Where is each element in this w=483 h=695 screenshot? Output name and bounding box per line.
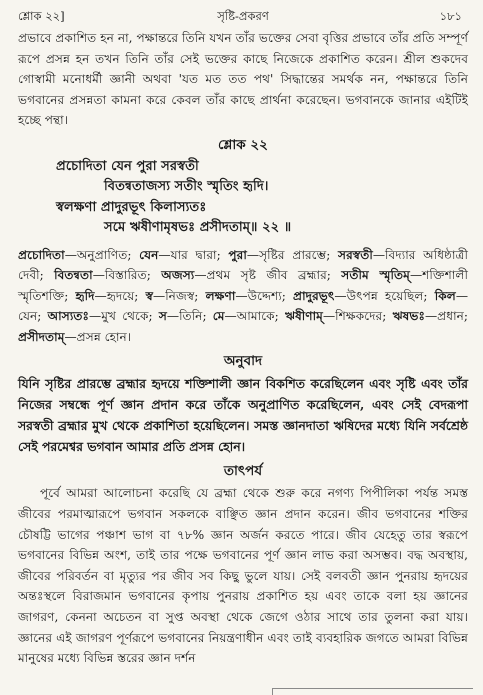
header-verse-ref: শ্লোক ২২] (18, 9, 65, 23)
synonym-meaning: —অনুপ্রাণিত; (64, 247, 140, 262)
synonym-word: আস্যতঃ (47, 309, 90, 324)
synonym-word: সতীম স্মৃতিম্ (341, 268, 410, 283)
synonym-word: কিল (434, 288, 456, 303)
synonym-meaning: —বিদ্যার অধিষ্ঠাত্রী দেবী; (18, 247, 468, 283)
synonym-meaning: —তিনি; (166, 309, 213, 324)
synonym-word: প্রচোদিতা (18, 247, 65, 262)
synonym-word: পুরা (228, 247, 247, 262)
synonym-meaning: —প্রধান; (424, 309, 468, 324)
synonym-word: যেন (139, 247, 159, 262)
synonym-word: প্রাদুরভূৎ (293, 288, 335, 303)
synonym-word: প্রসীদতাম্ (18, 329, 65, 344)
synonym-meaning: —প্রসন্ন হোন। (64, 329, 132, 344)
verse-line: প্রচোদিতা যেন পুরা সরস্বতী (56, 158, 199, 174)
synonym-word: সরস্বতী (338, 247, 373, 262)
synonym-meaning: —মুখ থেকে; (89, 309, 159, 324)
synonym-word: হৃদি (75, 288, 95, 303)
page-corner-mark (272, 688, 473, 695)
synonym-meaning: —হৃদয়ে; (94, 288, 146, 303)
synonym-word: ঋষভঃ (392, 309, 425, 324)
word-meanings (18, 245, 468, 348)
intro-paragraph: প্রভাবে প্রকাশিত হন না, পক্ষান্তরে তিনি যখন তাঁর ভক্তের সেবা বৃত্তির প্রভাবে তাঁর প্রতি সম্পূর্ণ রূপে প্রসন্ন হন তখন তিনি তাঁর সেই ভক্তের কাছে নিজেকে প্রকাশিত করেন। শ্রীল শুকদেব গোস্বামী মনোধর্মী জ্ঞানী অথবা 'যত মত তত পথ' সিদ্ধান্তের সমর্থক নন, পক্ষান্তরে তিনি ভগবানের প্রসন্নতা কামনা করে কেবল তাঁর কাছে প্রার্থনা করেছেন। ভগবানকে জানার এইটিই হচ্ছে পন্থা। (18, 31, 468, 128)
page-number: ১৮১ (439, 9, 462, 23)
verse-line: বিতন্বতাজস্য সতীং স্মৃতিং হৃদি। (104, 179, 269, 195)
synonym-meaning: —শক্তিশালী স্মৃতিশক্তি; (18, 268, 468, 303)
verse-line: স্বলক্ষণা প্রাদুরভূৎ কিলাস্যতঃ (56, 199, 207, 215)
verse-line: সমে ঋষীণামৃষভঃ প্রসীদতাম্॥ ২২ ॥ (104, 220, 292, 236)
header-chapter-title: সৃষ্টি-প্রকরণ (217, 9, 269, 23)
synonym-meaning: —প্রথম সৃষ্ট জীব ব্রহ্মার; (194, 268, 342, 283)
synonym-meaning: —উদ্দেশ্য; (235, 288, 294, 303)
synonym-word: ঋষীণাম্ (284, 309, 323, 324)
sanskrit-verse (18, 157, 468, 239)
synonym-meaning: —বিস্তারিত; (92, 268, 162, 283)
synonym-meaning: —আমাকে; (224, 309, 285, 324)
synonym-meaning: —উৎপন্ন হয়েছিল; (334, 288, 435, 303)
verse-heading: শ্লোক ২২ (218, 136, 268, 153)
synonym-meaning: —শিক্ষকদের; (322, 309, 393, 324)
running-header (18, 8, 468, 28)
synonym-word: বিতন্বতা (54, 268, 93, 283)
purport-text: পূর্বে আমরা আলোচনা করেছি যে ব্রহ্মা থেকে শুরু করে নগণ্য পিপীলিকা পর্যন্ত সমস্ত জীবের পরমাত্মারূপে ভগবান সকলকে বাঞ্ছিত জ্ঞান প্রদান করেন। জীব ভগবানের শক্তির চৌষট্টি ভাগের পঞ্চাশ ভাগ বা ৭৮% জ্ঞান অর্জন করতে পারে। জীব যেহেতু তার স্বরূপে ভগবানের বিভিন্ন অংশ, তাই তার পক্ষে ভগবানের পূর্ণ জ্ঞান লাভ করা অসম্ভব। বদ্ধ অবস্থায়, জীবের পরিবর্তন বা মৃত্যুর পর জীব সব কিছু ভুলে যায়। সেই বলবতী জ্ঞান পুনরায় হৃদয়ের অন্তঃস্থলে বিরাজমান ভগবানের কৃপায় পুনরায় প্রকাশিত হয় এবং তাকে বলা হয় জ্ঞানের জাগরণ, কেননা অচেতন বা সুপ্ত অবস্থা থেকে জেগে ওঠার সাথে তার তুলনা করা যায়। জ্ঞানের এই জাগরণ পূর্ণরূপে ভগবানের নিয়ন্ত্রণাধীন এবং তাই ব্যবহারিক জগতে আমরা বিভিন্ন মানুষের মধ্যে বিভিন্ন স্তরের জ্ঞান দর্শন (18, 486, 468, 666)
book-page (18, 8, 468, 669)
synonym-meaning: —যার দ্বারা; (158, 247, 229, 262)
synonym-word: লক্ষণা (205, 288, 236, 303)
synonym-word: স্ব (145, 288, 153, 303)
synonym-meaning: —সৃষ্টির প্রারম্ভে; (246, 247, 339, 262)
synonym-word: স (158, 309, 167, 324)
translation-text: যিনি সৃষ্টির প্রারম্ভে ব্রহ্মার হৃদয়ে শক্তিশালী জ্ঞান বিকশিত করেছিলেন এবং সৃষ্টি এবং তাঁর নিজের সম্বন্ধে পূর্ণ জ্ঞান প্রদান করে তাঁকে অনুপ্রাণিত করেছিলেন, এবং সেই বেদরূপা সরস্বতী ব্রহ্মার মুখ থেকে প্রকাশিতা হয়েছিলেন। সমস্ত জ্ঞানদাতা ঋষিদের মধ্যে যিনি সর্বশ্রেষ্ঠ সেই পরমেশ্বর ভগবান আমার প্রতি প্রসন্ন হোন। (18, 376, 468, 455)
synonym-meaning: —নিজস্ব; (153, 288, 206, 303)
purport-heading: তাৎপর্য (223, 463, 263, 480)
translation-heading: অনুবাদ (223, 353, 263, 370)
synonym-meaning: —যেন; (18, 288, 468, 324)
synonym-word: মে (212, 309, 225, 324)
synonym-word: অজস্য (161, 268, 195, 283)
